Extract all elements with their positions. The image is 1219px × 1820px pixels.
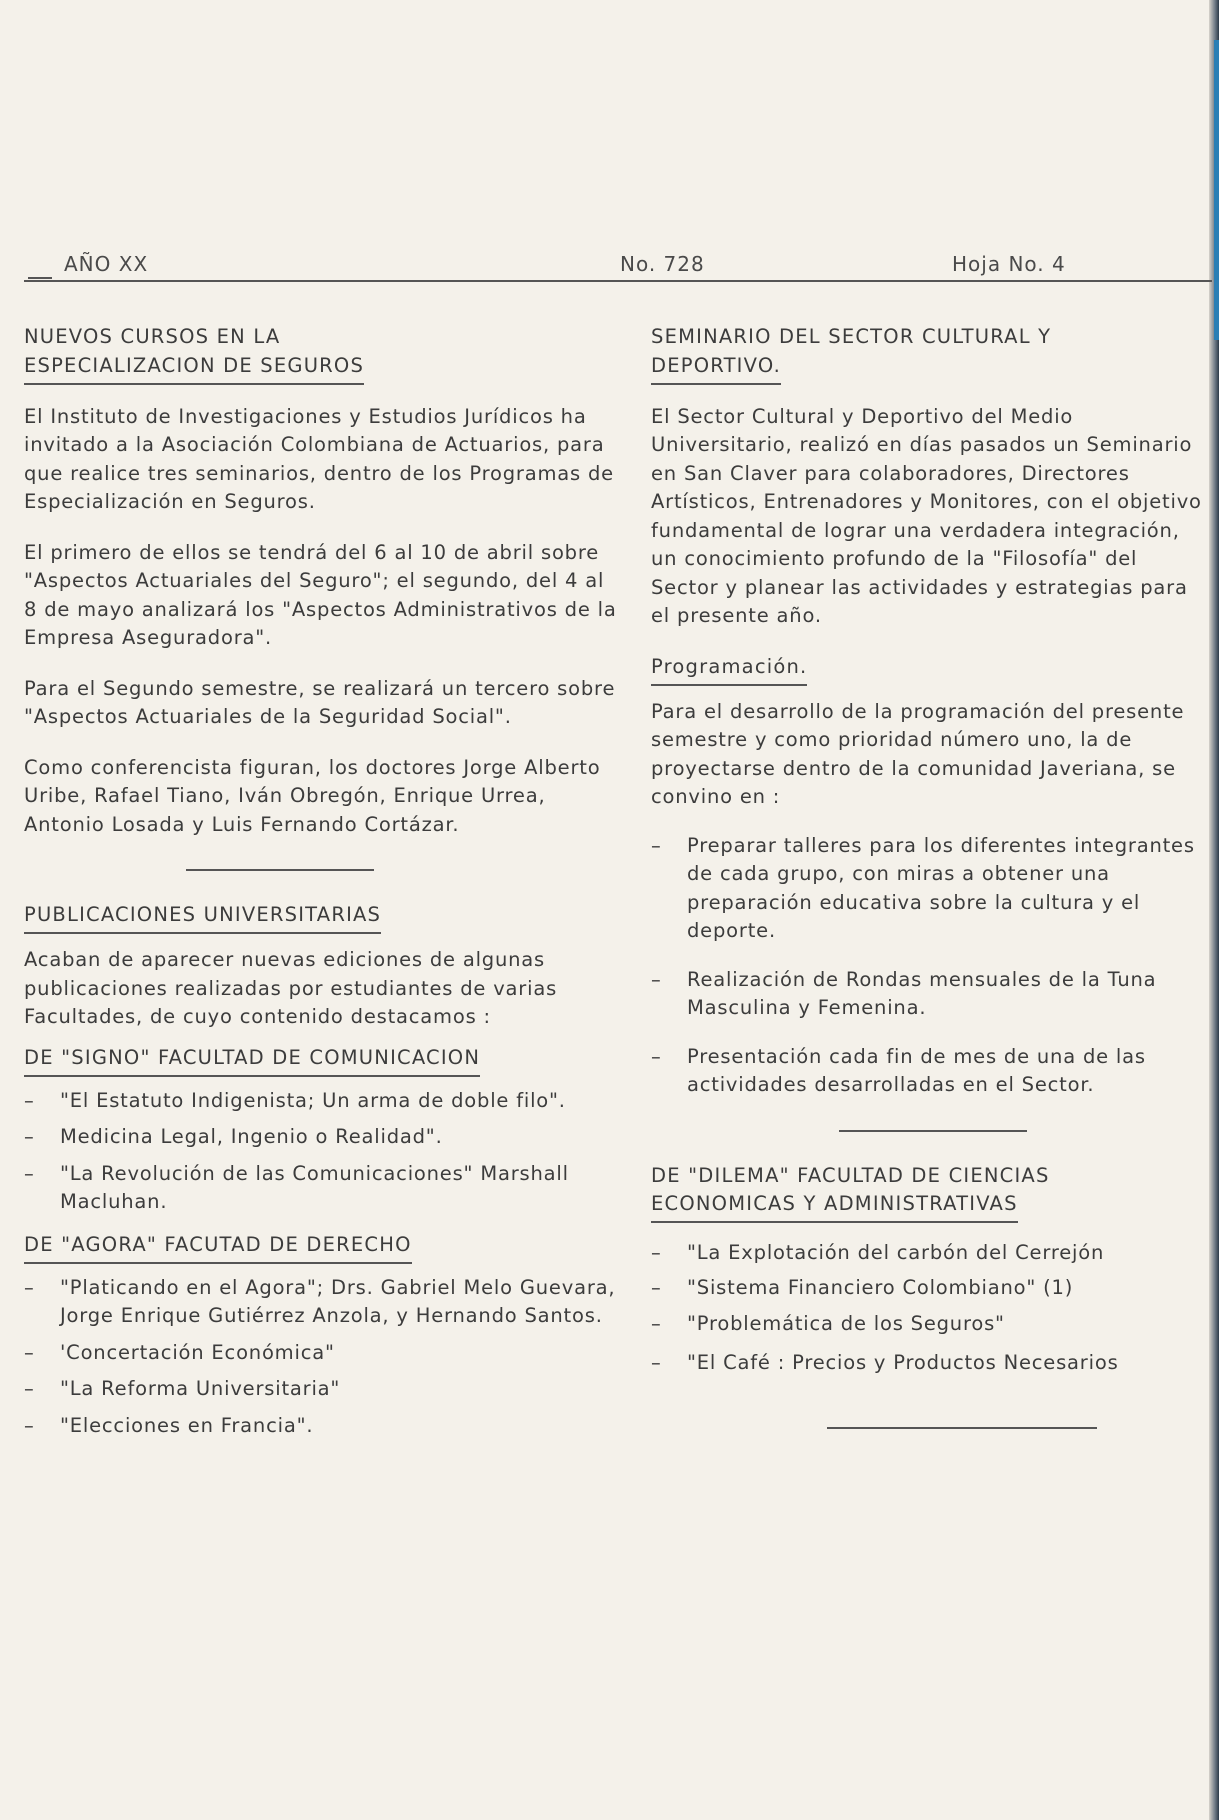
nuevos-cursos-paragraph-1: El Instituto de Investigaciones y Estudios Jurídicos ha invitado a la Asociación Colombiana de Actuarios, para que realice tres seminarios, dentro de los Programas de Especialización en Seguros. <box>24 404 614 513</box>
dash-marker: – <box>24 1377 35 1400</box>
section-separator <box>839 1130 1027 1132</box>
dash-marker: – <box>24 1340 35 1364</box>
list-item-text: "Sistema Financiero Colombiano" (1) <box>687 1275 1074 1299</box>
header-year: AÑO XX <box>64 252 149 276</box>
list-item-text: Presentación cada fin de mes de una de las actividades desarrolladas en el Sector. <box>687 1044 1146 1096</box>
agora-list <box>24 1274 624 1441</box>
list-item <box>24 1339 624 1368</box>
header-rule <box>24 280 1212 282</box>
list-item <box>651 1274 1209 1303</box>
header-number: No. 728 <box>620 252 705 276</box>
list-item-text: "El Café : Precios y Productos Necesarios <box>687 1350 1119 1374</box>
list-item <box>651 1310 1209 1339</box>
list-item-text: "La Revolución de las Comunicaciones" Marshall Macluhan. <box>60 1161 569 1213</box>
dash-marker: – <box>24 1413 35 1437</box>
list-item-text: Preparar talleres para los diferentes integrantes de cada grupo, con miras a obtener una preparación educativa sobre la cultura y el deporte. <box>687 833 1195 942</box>
signo-list <box>24 1087 624 1217</box>
list-item <box>651 966 1209 1023</box>
list-item <box>24 1375 624 1404</box>
nuevos-cursos-heading <box>24 323 624 385</box>
page-header <box>24 252 1212 282</box>
seminario-heading <box>651 323 1209 385</box>
signo-heading: DE "SIGNO" FACULTAD DE COMUNICACION <box>24 1044 480 1077</box>
list-item-text: "Platicando en el Agora"; Drs. Gabriel Melo Guevara, Jorge Enrique Gutiérrez Anzola, y Hernando Santos. <box>60 1275 616 1327</box>
list-item-text: Medicina Legal, Ingenio o Realidad". <box>60 1125 443 1148</box>
dilema-list <box>651 1239 1209 1377</box>
left-column <box>24 323 624 1440</box>
publicaciones-heading: PUBLICACIONES UNIVERSITARIAS <box>24 901 381 934</box>
list-item-text: "Elecciones en Francia". <box>60 1413 314 1437</box>
right-column <box>651 323 1209 1429</box>
list-item <box>24 1160 624 1217</box>
dash-marker: – <box>24 1088 35 1112</box>
dash-marker: – <box>24 1125 35 1148</box>
list-item <box>651 1349 1209 1378</box>
publicaciones-paragraph: Acaban de aparecer nuevas ediciones de algunas publicaciones realizadas por estudiantes de varias Facultades, de cuyo contenido destacamos : <box>24 948 558 1028</box>
heading-line-1: SEMINARIO DEL SECTOR CULTURAL Y <box>651 325 1052 348</box>
header-sheet: Hoja No. 4 <box>952 252 1066 276</box>
programacion-paragraph: Para el desarrollo de la programación del presente semestre y como prioridad número uno, la de proyectarse dentro de la comunidad Javeriana, se convino en : <box>651 699 1185 808</box>
dilema-heading <box>651 1162 1209 1224</box>
heading-line-2: DEPORTIVO. <box>651 352 781 385</box>
dash-marker: – <box>651 1044 662 1068</box>
list-item <box>651 1043 1209 1100</box>
dash-marker: – <box>651 1350 662 1374</box>
header-tick <box>28 277 52 279</box>
dash-marker: – <box>651 833 662 857</box>
heading-line-1: NUEVOS CURSOS EN LA <box>24 325 281 348</box>
dash-marker: – <box>24 1161 35 1185</box>
heading-line-2: ESPECIALIZACION DE SEGUROS <box>24 352 364 385</box>
list-item <box>24 1274 624 1331</box>
list-item <box>24 1087 624 1116</box>
list-item-text: "Problemática de los Seguros" <box>687 1312 1005 1335</box>
section-separator <box>186 869 374 871</box>
list-item-text: "La Explotación del carbón del Cerrejón <box>687 1241 1105 1264</box>
list-item-text: 'Concertación Económica" <box>60 1340 335 1364</box>
closing-separator <box>827 1427 1097 1429</box>
list-item <box>24 1412 624 1441</box>
nuevos-cursos-paragraph-4: Como conferencista figuran, los doctores Jorge Alberto Uribe, Rafael Tiano, Iván Obregón, Enrique Urrea, Antonio Losada y Luis Fernando Cortázar. <box>24 755 601 836</box>
nuevos-cursos-paragraph-3: Para el Segundo semestre, se realizará un tercero sobre "Aspectos Actuariales de la Seguridad Social". <box>24 676 616 728</box>
dash-marker: – <box>651 1275 662 1299</box>
heading-line-1: DE "DILEMA" FACULTAD DE CIENCIAS <box>651 1163 1050 1187</box>
page-edge-strip <box>1214 40 1219 340</box>
list-item-text: Realización de Rondas mensuales de la Tuna Masculina y Femenina. <box>687 967 1157 1019</box>
list-item <box>24 1123 624 1152</box>
programacion-heading: Programación. <box>651 653 807 686</box>
list-item <box>651 1239 1209 1268</box>
heading-line-2: ECONOMICAS Y ADMINISTRATIVAS <box>651 1190 1018 1223</box>
seminario-paragraph: El Sector Cultural y Deportivo del Medio Universitario, realizó en días pasados un Seminario en San Claver para colaboradores, Directores Artísticos, Entrenadores y Monitores, con el objetivo fundamental de lograr una verdadera integración, un conocimiento profundo de la "Filosofía" del Sector y planear las actividades y estrategias para el presente año. <box>651 404 1202 627</box>
nuevos-cursos-paragraph-2: El primero de ellos se tendrá del 6 al 10 de abril sobre "Aspectos Actuariales del Seguro"; el segundo, del 4 al 8 de mayo analizará los "Aspectos Administrativos de la Empresa Aseguradora". <box>24 540 617 649</box>
dash-marker: – <box>24 1275 35 1299</box>
list-item-text: "El Estatuto Indigenista; Un arma de doble filo". <box>60 1088 566 1112</box>
list-item-text: "La Reforma Universitaria" <box>60 1377 341 1400</box>
dash-marker: – <box>651 1312 662 1335</box>
agora-heading: DE "AGORA" FACUTAD DE DERECHO <box>24 1231 412 1264</box>
programacion-list <box>651 832 1209 1100</box>
list-item <box>651 832 1209 946</box>
dash-marker: – <box>651 967 662 991</box>
dash-marker: – <box>651 1241 662 1264</box>
